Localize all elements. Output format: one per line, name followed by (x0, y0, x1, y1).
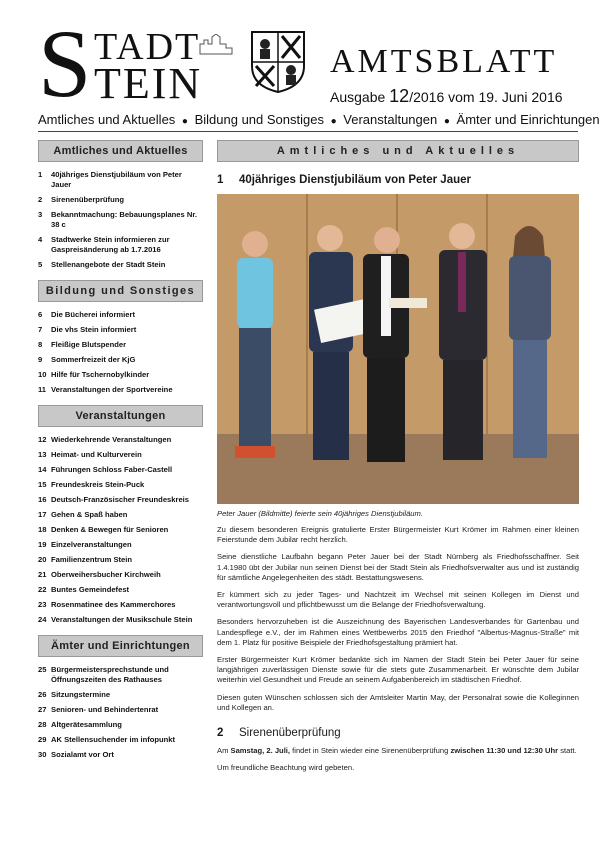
toc-item-title: Sommerfreizeit der KjG (51, 355, 136, 364)
toc-item-number: 21 (38, 570, 47, 579)
toc-item-number: 26 (38, 690, 47, 699)
issue-line (330, 86, 563, 107)
coat-of-arms-icon (250, 30, 306, 94)
toc-item[interactable] (38, 260, 203, 270)
toc-item-title: Rosenmatinee des Kammerchores (51, 600, 176, 609)
toc-item-number: 28 (38, 720, 47, 729)
toc-item-title: Die Bücherei informiert (51, 310, 135, 319)
toc-item[interactable] (38, 540, 203, 550)
amtsblatt-title-text: AMTSBLATT (330, 43, 558, 80)
toc-section-header: Veranstaltungen (38, 405, 203, 427)
toc-item[interactable] (38, 555, 203, 565)
toc-item-number: 1 (38, 170, 43, 179)
toc-item-title: Deutsch-Französischer Freundeskreis (51, 495, 190, 504)
toc-item-title: Veranstaltungen der Musikschule Stein (51, 615, 193, 624)
toc-item-title: Familienzentrum Stein (51, 555, 133, 564)
toc-item[interactable] (38, 450, 203, 460)
toc-item-title: Stadtwerke Stein informieren zur Gaspreisänderung ab 1.7.2016 (51, 235, 170, 254)
toc-item-number: 6 (38, 310, 43, 319)
toc-item-number: 15 (38, 480, 47, 489)
article-paragraph: Besonders hervorzuheben ist die Auszeichnung des Bayerischen Landesverbandes für Gartenbau und Landespflege e.V., der im Rahmen eines Wettbewerbs 2015 den Friedhof "Albertus-Magnus-Straße" mit dem 1. Platz für positive Beispiele der Friedhofsgestaltung prämiert hat. (217, 617, 579, 647)
toc-item[interactable] (38, 665, 203, 685)
article-title (217, 174, 579, 186)
article-number: 2 (217, 727, 224, 740)
toc-list (38, 310, 203, 395)
article-number: 1 (217, 174, 224, 186)
toc-item-title: Altgerätesammlung (51, 720, 122, 729)
toc-item-number: 30 (38, 750, 47, 759)
toc-item[interactable] (38, 195, 203, 205)
toc-section-header: Bildung und Sonstiges (38, 280, 203, 302)
toc-item-number: 29 (38, 735, 47, 744)
article-paragraph: Diesen guten Wünschen schlossen sich der Amtsleiter Martin May, der Personalrat sowie die Kolleginnen und Kollegen an. (217, 692, 579, 712)
toc-item-number: 5 (38, 260, 43, 269)
toc-item-title: Einzelveranstaltungen (51, 540, 132, 549)
issue-number: 12 (389, 86, 410, 106)
toc-item-number: 23 (38, 600, 47, 609)
toc-item[interactable] (38, 720, 203, 730)
toc-item-title: Senioren- und Behindertenrat (51, 705, 159, 714)
toc-list (38, 665, 203, 760)
article-paragraph: Seine dienstliche Laufbahn begann Peter Jauer bei der Stadt Nürnberg als Friedhofsschaffner. Seit 1.4.1980 übt der Jubilar nun seinen Dienst bei der Stadt Stein als Friedhofsverwalter aus und ist zuständig für sämtliche Angelegenheiten des städt. Bestattungswesens. (217, 552, 579, 582)
toc-item-title: Gehen & Spaß haben (51, 510, 128, 519)
toc-list (38, 170, 203, 270)
main-content (217, 140, 579, 773)
toc-item[interactable] (38, 385, 203, 395)
toc-item-number: 14 (38, 465, 47, 474)
toc-item-number: 18 (38, 525, 47, 534)
main-section-header: Amtliches und Aktuelles (217, 140, 579, 162)
toc-item-title: Sozialamt vor Ort (51, 750, 114, 759)
text-run: Am (217, 746, 231, 756)
toc-item-title: Oberweihersbucher Kirchweih (51, 570, 161, 579)
bullet-icon: ● (181, 116, 188, 127)
nav-item-veranstaltungen[interactable]: Veranstaltungen (343, 112, 438, 127)
castle-outline-icon (198, 34, 234, 56)
toc-item[interactable] (38, 570, 203, 580)
logo-initial: S (38, 10, 92, 117)
toc-item-number: 10 (38, 370, 47, 379)
article-paragraph: Um freundliche Beachtung wird gebeten. (217, 763, 355, 773)
toc-item-number: 17 (38, 510, 47, 519)
toc-list (38, 435, 203, 625)
toc-item-number: 24 (38, 615, 47, 624)
nav-item-amtliches[interactable]: Amtliches und Aktuelles (38, 112, 176, 127)
toc-item-number: 16 (38, 495, 47, 504)
toc-item-number: 4 (38, 235, 43, 244)
nav-item-aemter[interactable]: Ämter und Einrichtungen (456, 112, 600, 127)
toc-item[interactable] (38, 435, 203, 445)
toc-item[interactable] (38, 690, 203, 700)
toc-item[interactable] (38, 705, 203, 715)
toc-item[interactable] (38, 600, 203, 610)
toc-item[interactable] (38, 310, 203, 320)
toc-item-title: Sitzungstermine (51, 690, 111, 699)
toc-item-title: Hilfe für Tschernobylkinder (51, 370, 150, 379)
toc-item-number: 20 (38, 555, 47, 564)
date-text: Samstag, 2. Juli, (230, 746, 291, 756)
toc-item[interactable] (38, 495, 203, 505)
text-run: statt. (558, 746, 577, 756)
toc-item-number: 3 (38, 210, 43, 219)
toc-item-title: Buntes Gemeindefest (51, 585, 130, 594)
toc-item-number: 22 (38, 585, 47, 594)
article-paragraph: Zu diesem besonderen Ereignis gratulierte Erster Bürgermeister Kurt Krömer im Rahmen einer kleinen Feierstunde dem Jubilar recht herzlich. (217, 525, 579, 545)
toc-item-number: 27 (38, 705, 47, 714)
toc-item-number: 19 (38, 540, 47, 549)
toc-item-title: Stellenangebote der Stadt Stein (51, 260, 166, 269)
masthead (0, 0, 600, 117)
toc-item-title: Freundeskreis Stein-Puck (51, 480, 145, 489)
toc-item-title: Die vhs Stein informiert (51, 325, 137, 334)
toc-item-title: AK Stellensuchender im infopunkt (51, 735, 176, 744)
toc-section-header: Ämter und Einrichtungen (38, 635, 203, 657)
bullet-icon: ● (443, 116, 450, 127)
toc-section-header: Amtliches und Aktuelles (38, 140, 203, 162)
article-paragraph: Erster Bürgermeister Kurt Krömer bedankte sich im Namen der Stadt Stein bei Peter Jauer für seine langjährigen zuverlässigen Dienste sowie für die stets gute Zusammenarbeit. Er wünschte dem Jubilar weiterhin viel Gesundheit und Freude an seinem Aufgabenbereich im städtischen Friedhof. (217, 655, 579, 685)
toc-item[interactable] (38, 735, 203, 745)
toc-item-number: 7 (38, 325, 43, 334)
toc-item-number: 13 (38, 450, 47, 459)
time-text: zwischen 11:30 und 12:30 Uhr (450, 746, 559, 756)
toc-item[interactable] (38, 235, 203, 255)
section-nav (38, 112, 600, 127)
toc-item[interactable] (38, 510, 203, 520)
toc-item[interactable] (38, 750, 203, 760)
issue-date: /2016 vom 19. Juni 2016 (409, 89, 563, 105)
toc-item[interactable] (38, 480, 203, 490)
photo-caption: Peter Jauer (Bildmitte) feierte sein 40jähriges Dienstjubiläum. (217, 509, 423, 518)
text-run: findet in Stein wieder eine Sirenenüberprüfung (290, 746, 451, 756)
article-title-text: 40jähriges Dienstjubiläum von Peter Jauer (239, 174, 471, 186)
stadt-stein-logo (38, 10, 253, 117)
photo-illustration (217, 194, 579, 504)
amtsblatt-title (330, 44, 570, 80)
toc-item[interactable] (38, 340, 203, 350)
toc-item[interactable] (38, 585, 203, 595)
article-body (217, 525, 579, 713)
toc-item[interactable] (38, 370, 203, 380)
toc-item-title: Bürgermeistersprechstunde und Öffnungszeiten des Rathauses (51, 665, 169, 684)
publication-title (330, 44, 570, 80)
toc-item-title: 40jähriges Dienstjubiläum von Peter Jauer (51, 170, 182, 189)
toc-item[interactable] (38, 355, 203, 365)
toc-item[interactable] (38, 525, 203, 535)
toc-item-number: 9 (38, 355, 43, 364)
logo-line-2: TEIN (94, 59, 203, 108)
toc-item-title: Bekanntmachung: Bebauungsplanes Nr. 38 c (51, 210, 197, 229)
toc-item[interactable] (38, 615, 203, 625)
toc-item-title: Heimat- und Kulturverein (51, 450, 142, 459)
toc-item-number: 25 (38, 665, 47, 674)
group-photo (217, 194, 579, 504)
logo-line-1: TADT (94, 26, 201, 68)
toc-item[interactable] (38, 170, 203, 190)
toc-item-title: Wiederkehrende Veranstaltungen (51, 435, 172, 444)
toc-item-number: 11 (38, 385, 47, 394)
article-paragraph: Er kümmert sich zu jeder Tages- und Nachtzeit im Wechsel mit seinen Kollegen im Dienst und verantwortungsvoll und pflichtbewusst um die Belange der Friedhofsverwaltung. (217, 590, 579, 610)
toc-item-number: 12 (38, 435, 47, 444)
toc-item-title: Veranstaltungen der Sportvereine (51, 385, 173, 394)
article-title (217, 727, 579, 739)
toc-item[interactable] (38, 210, 203, 230)
toc-item-number: 2 (38, 195, 43, 204)
toc-item[interactable] (38, 325, 203, 335)
toc-item-title: Führungen Schloss Faber-Castell (51, 465, 173, 474)
bullet-icon: ● (330, 116, 337, 127)
issue-prefix: Ausgabe (330, 89, 386, 105)
toc-item-title: Fleißige Blutspender (51, 340, 127, 349)
toc-item[interactable] (38, 465, 203, 475)
nav-item-bildung[interactable]: Bildung und Sonstiges (194, 112, 324, 127)
toc-item-title: Sirenenüberprüfung (51, 195, 124, 204)
article-paragraph (217, 746, 579, 756)
table-of-contents (38, 140, 203, 770)
toc-item-title: Denken & Bewegen für Senioren (51, 525, 169, 534)
toc-item-number: 8 (38, 340, 43, 349)
header-divider (38, 131, 578, 132)
article-title-text: Sirenenüberprüfung (239, 727, 341, 740)
